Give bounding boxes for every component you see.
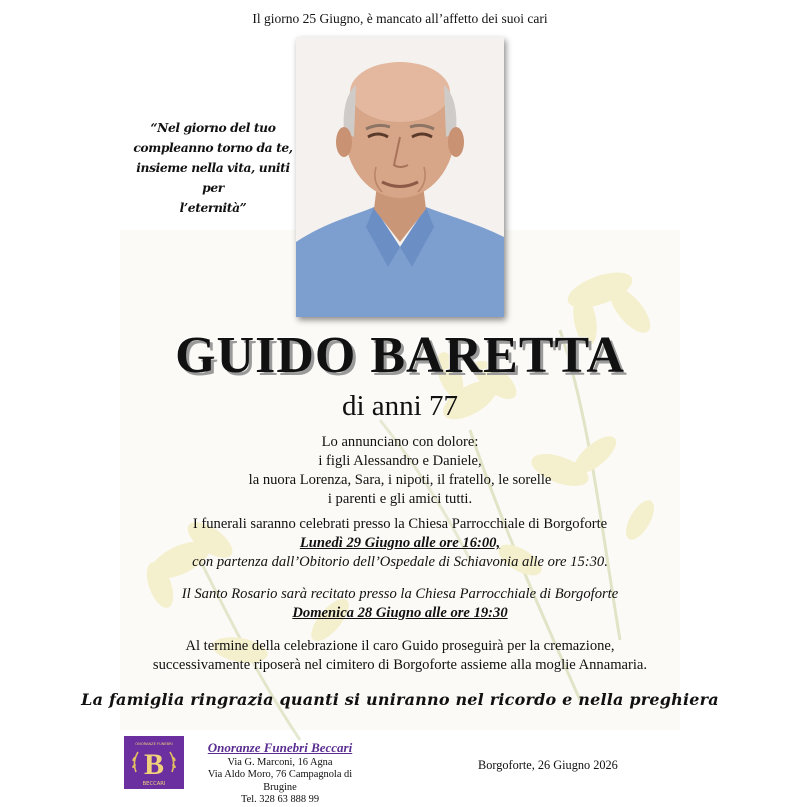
funeral-block bbox=[0, 515, 800, 572]
closing-line: successivamente riposerà nel cimitero di Borgoforte assieme alla moglie Annamaria. bbox=[152, 657, 648, 673]
logo-caption: BECCARI bbox=[142, 781, 166, 787]
announcement-line: i parenti e gli amici tutti. bbox=[327, 491, 473, 507]
announcement-line: i figli Alessandro e Daniele, bbox=[318, 453, 482, 469]
rosary-intro: Il Santo Rosario sarà recitato presso la Chiesa Parrocchiale di Borgoforte bbox=[181, 586, 619, 602]
closing-line: Al termine della celebrazione il caro Guido proseguirà per la cremazione, bbox=[185, 638, 615, 654]
rosary-block bbox=[0, 585, 800, 623]
logo-letter: B bbox=[143, 748, 165, 781]
place-and-date: Borgoforte, 26 Giugno 2026 bbox=[478, 758, 618, 772]
funeral-date: Lunedì 29 Giugno alle ore 16:00, bbox=[299, 535, 501, 551]
agency-address-line: Via Aldo Moro, 76 Campagnola di Brugine bbox=[207, 769, 353, 793]
agency-phone: Tel. 328 63 888 99 bbox=[240, 794, 320, 806]
agency-contacts bbox=[190, 757, 370, 807]
header-line: Il giorno 25 Giugno, è mancato all’affetto dei suoi cari bbox=[252, 11, 548, 26]
quote-line: l’eternità” bbox=[179, 200, 247, 215]
rosary-date: Domenica 28 Giugno alle ore 19:30 bbox=[292, 605, 508, 621]
logo-top-text: ONORANZE FUNEBRI bbox=[135, 742, 173, 746]
quote-line: compleanno torno da te, bbox=[133, 140, 293, 155]
announcement-line: Lo annunciano con dolore: bbox=[321, 434, 479, 450]
funeral-intro: I funerali saranno celebrati presso la Chiesa Parrocchiale di Borgoforte bbox=[192, 516, 608, 532]
funeral-departure: con partenza dall’Obitorio dell’Ospedale di Schiavonia alle ore 15:30. bbox=[192, 554, 608, 570]
closing-block bbox=[0, 637, 800, 675]
agency-name-link[interactable]: Onoranze Funebri Beccari bbox=[207, 740, 353, 755]
quote-line: insieme nella vita, uniti per bbox=[136, 160, 290, 195]
agency-logo bbox=[124, 736, 184, 789]
deceased-age: di anni 77 bbox=[342, 390, 458, 422]
announcement-block bbox=[0, 433, 800, 509]
memorial-quote bbox=[128, 118, 298, 218]
agency-address-line: Via G. Marconi, 16 Agna bbox=[227, 757, 333, 768]
family-thanks: La famiglia ringrazia quanti si uniranno nel ricordo e nella preghiera bbox=[81, 690, 719, 709]
quote-line: “Nel giorno del tuo bbox=[150, 120, 276, 135]
deceased-name: GUIDO BARETTA bbox=[175, 327, 625, 384]
portrait-photo bbox=[296, 37, 504, 317]
announcement-line: la nuora Lorenza, Sara, i nipoti, il fratello, le sorelle bbox=[248, 472, 552, 488]
